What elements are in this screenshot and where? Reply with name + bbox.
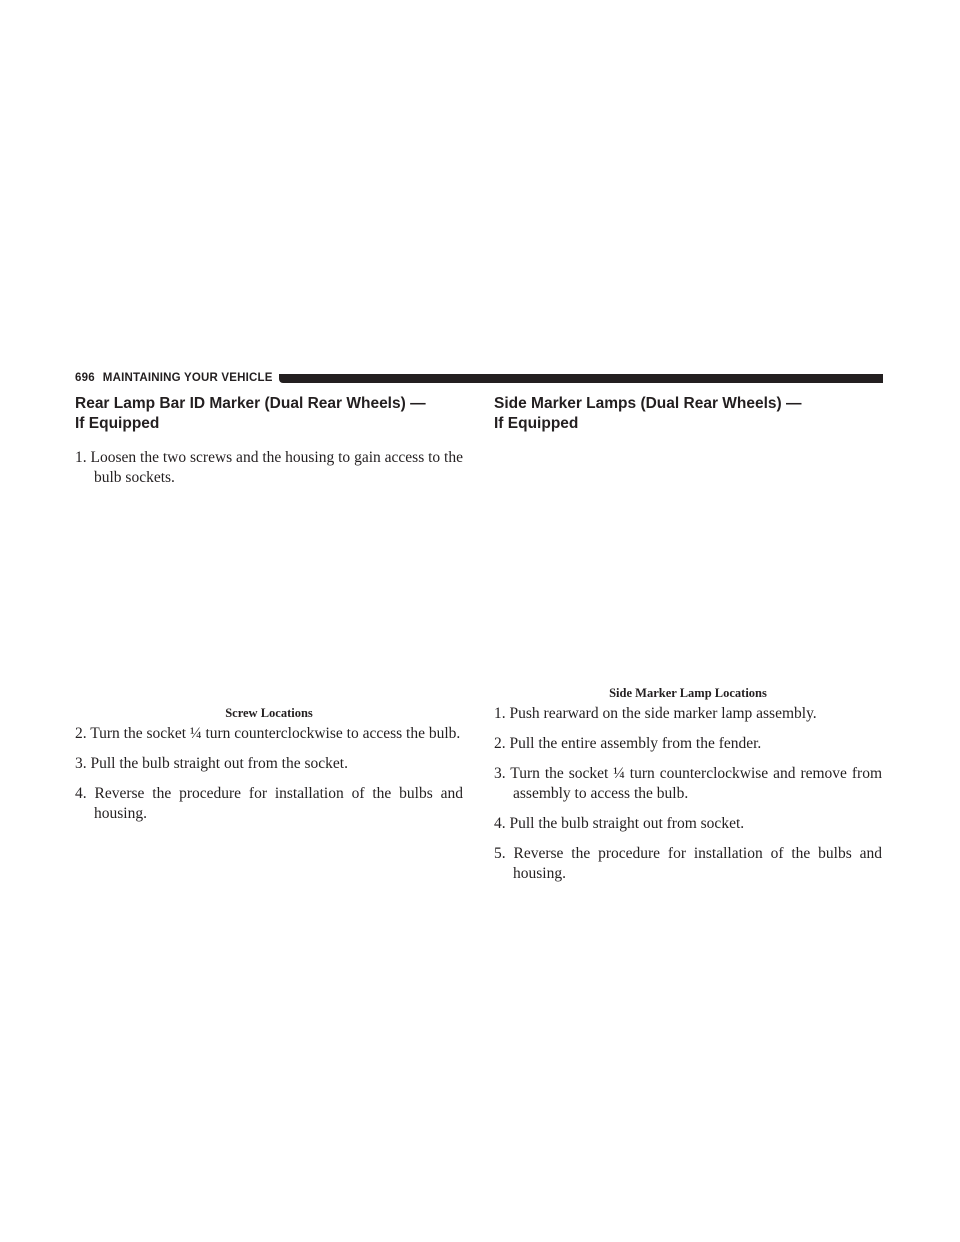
right-figure-caption: Side Marker Lamp Locations [609,686,767,700]
left-column [75,394,463,824]
left-step-2: 2. Turn the socket ¼ turn counterclockwise to access the bulb. [75,725,461,742]
left-heading [75,394,463,434]
screw-locations-figure [75,488,463,706]
side-marker-lamp-figure [494,434,882,686]
right-heading-line1: Side Marker Lamps (Dual Rear Wheels) — [494,395,802,412]
right-step-4: 4. Pull the bulb straight out from socket. [494,815,745,832]
right-step-1: 1. Push rearward on the side marker lamp assembly. [494,705,817,722]
page-number: 696 [75,372,95,384]
right-step-5: 5. Reverse the procedure for installation of the bulbs and housing. [494,845,882,882]
right-heading-line2: If Equipped [494,415,579,432]
right-column [494,394,882,884]
right-step-3: 3. Turn the socket ¼ turn counterclockwise and remove from assembly to access the bulb. [494,765,882,802]
section-title: MAINTAINING YOUR VEHICLE [102,372,273,384]
left-step-3: 3. Pull the bulb straight out from the socket. [75,755,348,772]
left-figure-caption: Screw Locations [225,706,313,720]
right-heading [494,394,882,434]
right-step-2: 2. Pull the entire assembly from the fender. [494,735,762,752]
header-rule [279,374,883,383]
left-step-1: 1. Loosen the two screws and the housing to gain access to the bulb sockets. [75,449,463,486]
left-step-4: 4. Reverse the procedure for installation of the bulbs and housing. [75,785,463,822]
left-heading-line1: Rear Lamp Bar ID Marker (Dual Rear Wheels) — [75,395,426,412]
page-header [75,370,883,386]
left-heading-line2: If Equipped [75,415,160,432]
